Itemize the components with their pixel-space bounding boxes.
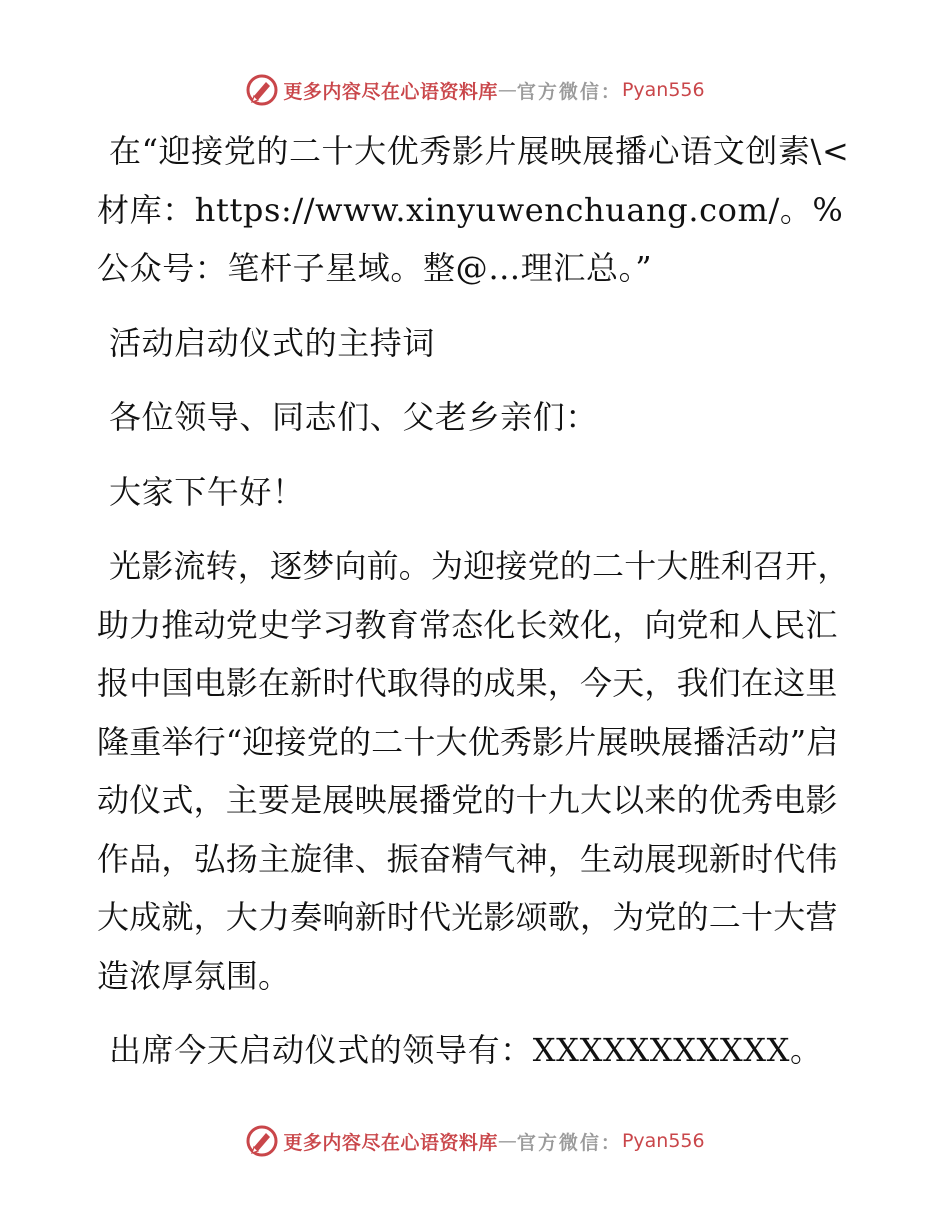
pen-logo-icon bbox=[245, 73, 279, 107]
header-watermark-banner bbox=[0, 70, 950, 110]
watermark-dash: — bbox=[497, 79, 517, 101]
watermark-wechat-id: Pyan556 bbox=[621, 1130, 705, 1152]
document-body bbox=[97, 122, 857, 1096]
opening-paragraph: 光影流转，逐梦向前。为迎接党的二十大胜利召开，助力推动党史学习教育常态化长效化，向党和人民汇报中国电影在新时代取得的成果，今天，我们在这里隆重举行“迎接党的二十大优秀影片展映展播活动”启动仪式，主要是展映展播党的十九大以来的优秀电影作品，弘扬主旋律、振奋精气神，生动展现新时代伟大成就，大力奏响新时代光影颂歌，为党的二十大营造浓厚氛围。 bbox=[97, 547, 850, 995]
watermark-dash: — bbox=[497, 1130, 517, 1152]
watermark-wechat-label: 官方微信： bbox=[516, 80, 622, 103]
greeting-paragraph: 大家下午好！ bbox=[109, 472, 305, 511]
pen-logo-icon bbox=[245, 1124, 279, 1158]
salutation-paragraph: 各位领导、同志们、父老乡亲们： bbox=[109, 398, 599, 436]
watermark-main-text: 更多内容尽在心语资料库 bbox=[283, 80, 498, 103]
attendees-paragraph: 出席今天启动仪式的领导有：XXXXXXXXXXX。 bbox=[109, 1031, 823, 1069]
footer-watermark-banner bbox=[0, 1121, 950, 1161]
intro-paragraph: 在“迎接党的二十大优秀影片展映展播心语文创素\<材库：https://www.xinyuwenchuang.com/。%公众号：笔杆子星域。整@…理汇总。” bbox=[97, 132, 850, 287]
document-title: 活动启动仪式的主持词 bbox=[109, 323, 436, 362]
watermark-wechat-id: Pyan556 bbox=[621, 79, 705, 101]
watermark-main-text: 更多内容尽在心语资料库 bbox=[283, 1131, 498, 1154]
watermark-wechat-label: 官方微信： bbox=[516, 1131, 622, 1154]
